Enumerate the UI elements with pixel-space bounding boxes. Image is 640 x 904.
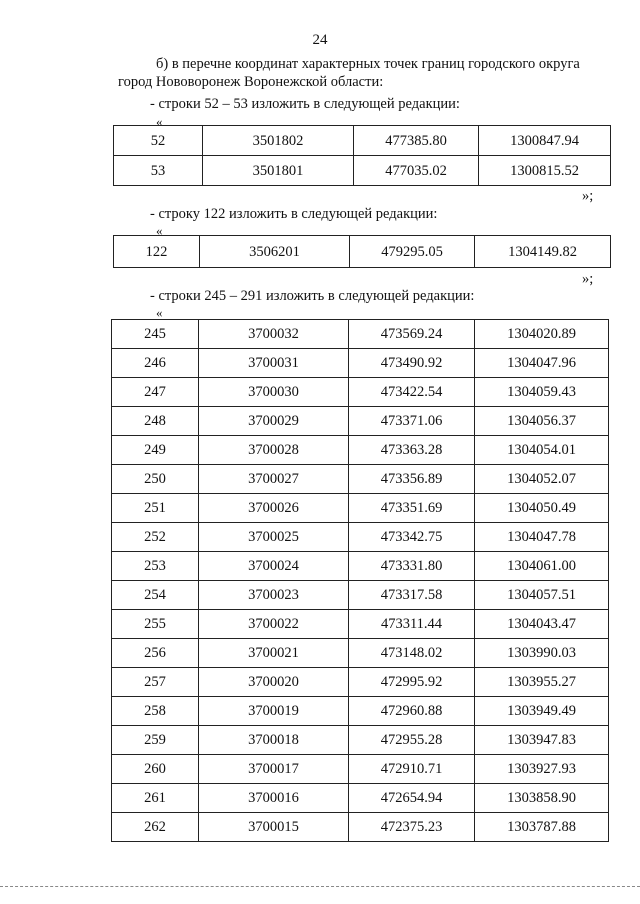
table-row [112, 726, 609, 755]
y-coordinate-cell: 1304052.07 [475, 465, 609, 494]
table-row [112, 697, 609, 726]
y-coordinate-cell: 1304054.01 [475, 436, 609, 465]
point-number-cell: 251 [112, 494, 199, 523]
section-1-heading: - строки 52 – 53 изложить в следующей редакции: [150, 96, 460, 112]
point-id-cell: 3700024 [199, 552, 349, 581]
x-coordinate-cell: 477035.02 [354, 156, 479, 186]
y-coordinate-cell: 1300815.52 [479, 156, 611, 186]
section-2-heading: - строку 122 изложить в следующей редакции: [150, 206, 438, 222]
point-number-cell: 245 [112, 320, 199, 349]
point-id-cell: 3700029 [199, 407, 349, 436]
point-id-cell: 3700032 [199, 320, 349, 349]
x-coordinate-cell: 479295.05 [350, 236, 475, 268]
table-row [112, 320, 609, 349]
page-number: 24 [312, 32, 328, 48]
footer-rule [0, 886, 640, 887]
table-row [114, 236, 611, 268]
table-row [114, 126, 611, 156]
y-coordinate-cell: 1303947.83 [475, 726, 609, 755]
table-row [112, 784, 609, 813]
point-number-cell: 260 [112, 755, 199, 784]
y-coordinate-cell: 1304020.89 [475, 320, 609, 349]
point-id-cell: 3700025 [199, 523, 349, 552]
point-id-cell: 3700030 [199, 378, 349, 407]
table-row [112, 378, 609, 407]
table-row [112, 552, 609, 581]
point-number-cell: 257 [112, 668, 199, 697]
section-2-quote-open: « [156, 223, 163, 238]
point-number-cell: 254 [112, 581, 199, 610]
section-1-quote-open: « [156, 114, 163, 129]
section-3-quote-open: « [156, 305, 163, 320]
point-number-cell: 262 [112, 813, 199, 842]
y-coordinate-cell: 1303858.90 [475, 784, 609, 813]
table-row [112, 523, 609, 552]
point-id-cell: 3700031 [199, 349, 349, 378]
table-row [112, 465, 609, 494]
point-number-cell: 248 [112, 407, 199, 436]
point-number-cell: 256 [112, 639, 199, 668]
table-row [112, 436, 609, 465]
point-number-cell: 259 [112, 726, 199, 755]
table-2-body [114, 236, 611, 268]
x-coordinate-cell: 472955.28 [349, 726, 475, 755]
point-number-cell: 253 [112, 552, 199, 581]
point-id-cell: 3700020 [199, 668, 349, 697]
x-coordinate-cell: 473317.58 [349, 581, 475, 610]
point-id-cell: 3700026 [199, 494, 349, 523]
x-coordinate-cell: 473311.44 [349, 610, 475, 639]
x-coordinate-cell: 473356.89 [349, 465, 475, 494]
point-number-cell: 122 [114, 236, 200, 268]
coordinates-table-1 [113, 125, 611, 186]
point-id-cell: 3700027 [199, 465, 349, 494]
point-id-cell: 3501802 [203, 126, 354, 156]
point-number-cell: 53 [114, 156, 203, 186]
x-coordinate-cell: 473331.80 [349, 552, 475, 581]
x-coordinate-cell: 473148.02 [349, 639, 475, 668]
section-3-heading: - строки 245 – 291 изложить в следующей редакции: [150, 288, 475, 304]
x-coordinate-cell: 473490.92 [349, 349, 475, 378]
point-id-cell: 3506201 [200, 236, 350, 268]
point-id-cell: 3700017 [199, 755, 349, 784]
table-3-body [112, 320, 609, 842]
point-number-cell: 52 [114, 126, 203, 156]
point-id-cell: 3700022 [199, 610, 349, 639]
point-id-cell: 3700028 [199, 436, 349, 465]
section-1-quote-close: »; [582, 188, 594, 204]
x-coordinate-cell: 472960.88 [349, 697, 475, 726]
table-row [112, 581, 609, 610]
section-2-quote-close: »; [582, 271, 594, 287]
point-number-cell: 247 [112, 378, 199, 407]
point-number-cell: 261 [112, 784, 199, 813]
y-coordinate-cell: 1303787.88 [475, 813, 609, 842]
x-coordinate-cell: 473351.69 [349, 494, 475, 523]
x-coordinate-cell: 473422.54 [349, 378, 475, 407]
intro-paragraph [118, 55, 610, 91]
y-coordinate-cell: 1304043.47 [475, 610, 609, 639]
table-1-body [114, 126, 611, 186]
y-coordinate-cell: 1303990.03 [475, 639, 609, 668]
coordinates-table-3 [111, 319, 609, 842]
x-coordinate-cell: 473371.06 [349, 407, 475, 436]
x-coordinate-cell: 472910.71 [349, 755, 475, 784]
x-coordinate-cell: 472995.92 [349, 668, 475, 697]
x-coordinate-cell: 473342.75 [349, 523, 475, 552]
intro-line-2: город Нововоронеж Воронежской области: [118, 74, 384, 90]
y-coordinate-cell: 1303955.27 [475, 668, 609, 697]
x-coordinate-cell: 473363.28 [349, 436, 475, 465]
point-number-cell: 246 [112, 349, 199, 378]
y-coordinate-cell: 1304047.78 [475, 523, 609, 552]
point-number-cell: 250 [112, 465, 199, 494]
x-coordinate-cell: 472375.23 [349, 813, 475, 842]
point-number-cell: 258 [112, 697, 199, 726]
table-row [114, 156, 611, 186]
intro-line-1: б) в перечне координат характерных точек границ городского округа [156, 56, 580, 72]
point-id-cell: 3700023 [199, 581, 349, 610]
table-row [112, 639, 609, 668]
y-coordinate-cell: 1304149.82 [475, 236, 611, 268]
point-number-cell: 249 [112, 436, 199, 465]
y-coordinate-cell: 1304061.00 [475, 552, 609, 581]
y-coordinate-cell: 1304059.43 [475, 378, 609, 407]
point-id-cell: 3700019 [199, 697, 349, 726]
y-coordinate-cell: 1304056.37 [475, 407, 609, 436]
table-row [112, 610, 609, 639]
table-row [112, 494, 609, 523]
point-id-cell: 3700015 [199, 813, 349, 842]
y-coordinate-cell: 1304057.51 [475, 581, 609, 610]
point-id-cell: 3501801 [203, 156, 354, 186]
coordinates-table-2 [113, 235, 611, 268]
point-number-cell: 255 [112, 610, 199, 639]
y-coordinate-cell: 1300847.94 [479, 126, 611, 156]
table-row [112, 668, 609, 697]
y-coordinate-cell: 1304047.96 [475, 349, 609, 378]
point-id-cell: 3700018 [199, 726, 349, 755]
point-number-cell: 252 [112, 523, 199, 552]
table-row [112, 813, 609, 842]
y-coordinate-cell: 1304050.49 [475, 494, 609, 523]
table-row [112, 407, 609, 436]
y-coordinate-cell: 1303949.49 [475, 697, 609, 726]
x-coordinate-cell: 477385.80 [354, 126, 479, 156]
y-coordinate-cell: 1303927.93 [475, 755, 609, 784]
point-id-cell: 3700021 [199, 639, 349, 668]
x-coordinate-cell: 473569.24 [349, 320, 475, 349]
x-coordinate-cell: 472654.94 [349, 784, 475, 813]
table-row [112, 349, 609, 378]
point-id-cell: 3700016 [199, 784, 349, 813]
table-row [112, 755, 609, 784]
